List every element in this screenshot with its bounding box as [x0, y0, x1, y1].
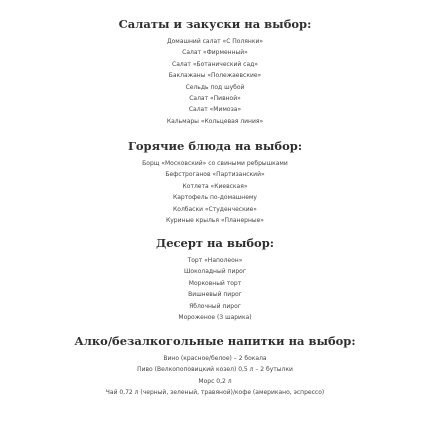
- desserts-list: [0, 255, 430, 323]
- section-title-drinks: Алко/безалкогольные напитки на выбор:: [74, 334, 356, 348]
- list-item: Морс 0,2 л: [198, 377, 232, 385]
- section-salads: [0, 17, 430, 127]
- list-item: Торт «Наполеон»: [187, 257, 243, 264]
- list-item: Котлета «Киевская»: [182, 182, 248, 190]
- list-item: Кальмары «Кольцевая линия»: [166, 117, 264, 125]
- list-item: Бефстроганов «Партизанский»: [165, 171, 265, 179]
- list-item: Борщ «Московский» со свиными ребрышками: [142, 160, 288, 167]
- section-title-salads: Салаты и закуски на выбор:: [118, 17, 312, 31]
- salads-list: [0, 36, 430, 127]
- list-item: Салат «Ботанический сад»: [172, 60, 258, 68]
- list-item: Салат «Пивной»: [189, 95, 241, 103]
- list-item: Вино (красное/белое) – 2 бокала: [163, 355, 267, 362]
- section-title-hot-dishes: Горячие блюда на выбор:: [127, 139, 303, 153]
- list-item: Баклажаны «Полежаевские»: [168, 72, 262, 80]
- list-item: Вишневый пирог: [188, 291, 242, 299]
- list-item: Колбаски «Студенческие»: [173, 205, 257, 213]
- drinks-list: [0, 353, 430, 399]
- list-item: Морковный торт: [188, 279, 242, 287]
- section-drinks: [0, 334, 430, 399]
- list-item: Картофель по-домашнему: [173, 194, 257, 202]
- list-item: Домашний салат «С Полянки»: [166, 38, 264, 45]
- list-item: Мороженое (3 шарика): [178, 314, 252, 322]
- hot-dishes-list: [0, 158, 430, 226]
- list-item: Шоколадный пирог: [184, 268, 246, 276]
- list-item: Чай 0,72 л (черный, зеленый, травяной)/кофе (американо, эспрессо): [105, 389, 325, 397]
- list-item: Пиво (Велкопоповицкий козел) 0,5 л – 2 бутылки: [137, 366, 293, 374]
- list-item: Салат «Мимоза»: [188, 106, 242, 114]
- list-item: Яблочный пирог: [189, 302, 241, 310]
- section-desserts: [0, 236, 430, 323]
- list-item: Сельдь под шубой: [185, 83, 245, 91]
- list-item: Салат «Фирменный»: [182, 49, 248, 57]
- section-title-desserts: Десерт на выбор:: [155, 236, 275, 250]
- list-item: Куриные крылья «Планерные»: [166, 217, 264, 225]
- section-hot-dishes: [0, 139, 430, 226]
